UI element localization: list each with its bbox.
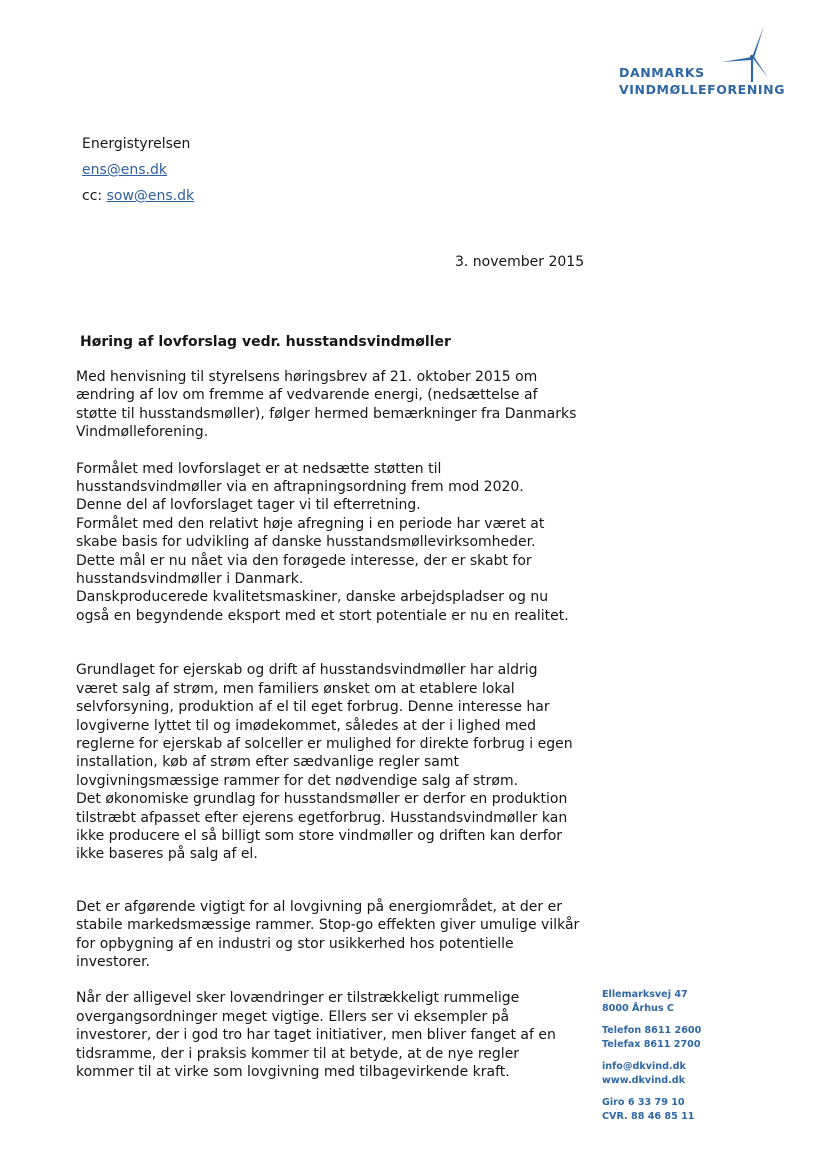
text-line: selvforsyning, produktion af el til eget forbrug. Denne interesse har [76,699,550,716]
cc-email-link[interactable]: sow@ens.dk [106,188,195,204]
text-line: Grundlaget for ejerskab og drift af husstandsvindmøller har aldrig [76,662,538,679]
web-group [602,1060,701,1088]
text-line: Det økonomiske grundlag for husstandsmøller er derfor en produktion [76,791,568,808]
contact-sidebar [602,988,701,1132]
logo-line-1: DANMARKS [619,65,705,80]
text-line: Denne del af lovforslaget tager vi til efterretning. [76,497,421,514]
address-group [602,988,701,1016]
contact-email[interactable]: info@dkvind.dk [602,1061,686,1072]
text-line: ikke baseres på salg af el. [76,846,258,863]
paragraph-1 [76,368,594,442]
paragraph-3 [76,661,594,863]
text-line: Danskproducerede kvalitetsmaskiner, danske arbejdspladser og nu [76,589,549,606]
text-line: Når der alligevel sker lovændringer er tilstrækkeligt rummelige [76,990,520,1007]
text-line: investorer, der i god tro har taget initiativer, men bliver fanget af en [76,1027,556,1044]
recipient-email-link[interactable]: ens@ens.dk [82,162,168,178]
address-city: 8000 Århus C [602,1003,674,1014]
address-street: Ellemarksvej 47 [602,989,688,1000]
text-line: Formålet med den relativt høje afregning i en periode har været at [76,515,545,532]
logo-wordmark [619,64,785,98]
text-line: også en begyndende eksport med et stort potentiale er nu en realitet. [76,607,569,624]
text-line: investorer. [76,953,150,970]
fax-number: Telefax 8611 2700 [602,1039,701,1050]
text-line: støtte til husstandsmøller), følger hermed bemærkninger fra Danmarks [76,405,577,422]
text-line: lovgivningsmæssige rammer for det nødvendige salg af strøm. [76,772,519,789]
text-line: lovgiverne lyttet til og imødekommet, således at der i lighed med [76,717,537,734]
cvr-number: CVR. 88 46 85 11 [602,1111,695,1122]
text-line: ikke producere el så billigt som store vindmøller og driften kan derfor [76,827,563,844]
phone-group [602,1024,701,1052]
organization-logo [612,26,788,102]
text-line: for opbygning af en industri og stor usikkerhed hos potentielle [76,935,514,952]
text-line: ændring af lov om fremme af vedvarende energi, (nedsættelse af [76,387,538,404]
phone-number: Telefon 8611 2600 [602,1025,702,1036]
website-link[interactable]: www.dkvind.dk [602,1075,685,1086]
text-line: installation, køb af strøm efter sædvanlige regler samt [76,754,460,771]
text-line: tidsramme, der i praksis kommer til at betyde, at de nye regler [76,1045,520,1062]
letter-subject: Høring af lovforslag vedr. husstandsvindmøller [80,334,451,350]
text-line: Det er afgørende vigtigt for al lovgivning på energiområdet, at der er [76,898,562,915]
letter-date: 3. november 2015 [455,254,585,270]
text-line: Formålet med lovforslaget er at nedsætte støtten til [76,460,442,477]
text-line: skabe basis for udvikling af danske husstandsmøllevirksomheder. [76,534,536,551]
text-line: stabile markedsmæssige rammer. Stop-go effekten giver umulige vilkår [76,917,580,934]
cc-label: cc: [82,188,103,204]
bank-group [602,1096,701,1124]
recipient-block [82,131,194,209]
paragraph-2 [76,460,594,626]
text-line: været salg af strøm, men familiers ønsket om at etablere lokal [76,680,515,697]
recipient-name: Energistyrelsen [82,136,191,152]
paragraph-4 [76,898,594,972]
text-line: Med henvisning til styrelsens høringsbrev af 21. oktober 2015 om [76,369,538,385]
giro-number: Giro 6 33 79 10 [602,1097,685,1108]
text-line: overgangsordninger meget vigtige. Ellers ser vi eksempler på [76,1008,510,1025]
paragraph-5 [76,989,594,1081]
text-line: tilstræbt afpasset efter ejerens egetforbrug. Husstandsvindmøller kan [76,809,568,826]
text-line: Vindmølleforening. [76,424,209,441]
text-line: kommer til at virke som lovgivning med tilbagevirkende kraft. [76,1064,510,1080]
logo-line-2: VINDMØLLEFORENING [619,82,786,97]
text-line: Dette mål er nu nået via den forøgede interesse, der er skabt for [76,552,532,569]
text-line: husstandsvindmøller via en aftrapningsordning frem mod 2020. [76,479,524,496]
letter-body [76,368,594,1099]
text-line: reglerne for ejerskab af solceller er mulighed for direkte forbrug i egen [76,735,573,752]
text-line: husstandsvindmøller i Danmark. [76,571,304,588]
